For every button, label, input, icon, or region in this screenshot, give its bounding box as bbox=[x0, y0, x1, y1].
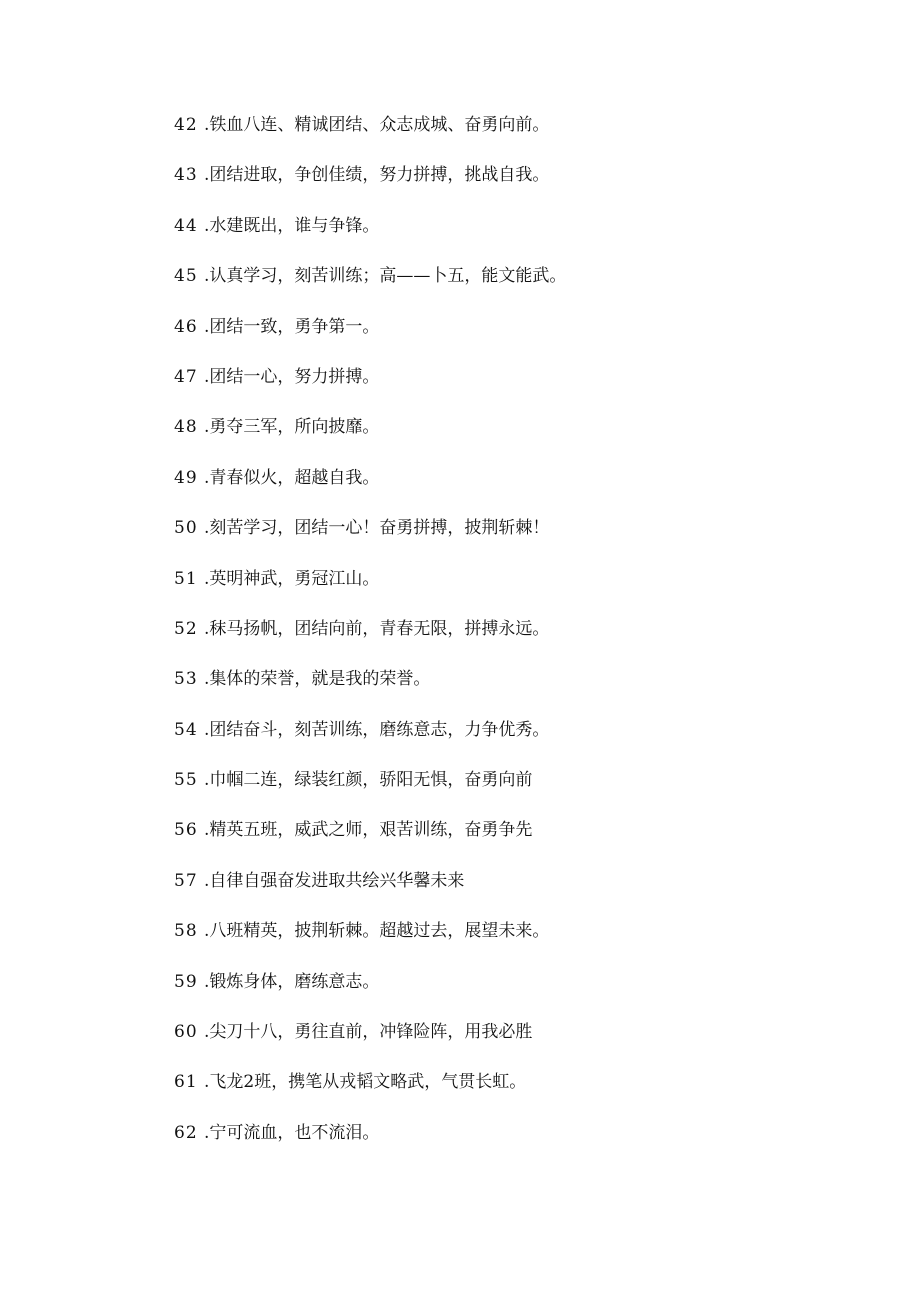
list-item bbox=[174, 617, 566, 667]
item-number: 47 bbox=[174, 366, 198, 387]
item-number: 53 bbox=[174, 669, 198, 690]
list-item bbox=[174, 1020, 566, 1070]
item-text: .刻苦学习，团结一心！奋勇拼搏，披荆斩棘！ bbox=[204, 518, 550, 539]
list-item bbox=[174, 113, 566, 163]
item-number: 61 bbox=[174, 1072, 198, 1093]
list-item bbox=[174, 315, 566, 365]
item-number: 44 bbox=[174, 215, 198, 236]
list-item bbox=[174, 667, 566, 717]
list-item bbox=[174, 516, 566, 566]
item-text: .团结奋斗，刻苦训练，磨练意志，力争优秀。 bbox=[204, 719, 550, 740]
list-item bbox=[174, 1121, 566, 1171]
item-text: .认真学习，刻苦训练；高——卜五，能文能武。 bbox=[204, 266, 567, 287]
item-number: 52 bbox=[174, 618, 198, 639]
item-text: .团结进取，争创佳绩，努力拼搏，挑战自我。 bbox=[204, 165, 550, 186]
item-number: 49 bbox=[174, 467, 198, 488]
item-text: .集体的荣誉，就是我的荣誉。 bbox=[204, 669, 431, 690]
item-text: .青春似火，超越自我。 bbox=[204, 467, 380, 488]
item-text: .八班精英，披荆斩棘。超越过去，展望未来。 bbox=[204, 921, 550, 942]
item-number: 50 bbox=[174, 518, 198, 539]
item-text: .水建既出，谁与争锋。 bbox=[204, 215, 380, 236]
item-text: .飞龙2班，携笔从戎韬文略武，气贯长虹。 bbox=[204, 1072, 527, 1093]
item-number: 58 bbox=[174, 921, 198, 942]
item-text: .宁可流血，也不流泪。 bbox=[204, 1122, 380, 1143]
item-number: 48 bbox=[174, 417, 198, 438]
item-number: 51 bbox=[174, 568, 198, 589]
item-text: .秣马扬帆，团结向前，青春无限，拼搏永远。 bbox=[204, 618, 550, 639]
item-number: 54 bbox=[174, 719, 198, 740]
item-text: .尖刀十八，勇往直前，冲锋险阵，用我必胜 bbox=[204, 1022, 533, 1043]
item-number: 45 bbox=[174, 266, 198, 287]
item-text: .精英五班，威武之师，艰苦训练，奋勇争先 bbox=[204, 820, 533, 841]
slogan-list bbox=[174, 113, 566, 1171]
list-item bbox=[174, 567, 566, 617]
list-item bbox=[174, 768, 566, 818]
list-item bbox=[174, 718, 566, 768]
list-item bbox=[174, 919, 566, 969]
item-number: 59 bbox=[174, 971, 198, 992]
item-number: 46 bbox=[174, 316, 198, 337]
list-item bbox=[174, 365, 566, 415]
list-item bbox=[174, 415, 566, 465]
item-number: 42 bbox=[174, 115, 198, 135]
list-item bbox=[174, 264, 566, 314]
list-item bbox=[174, 1070, 566, 1120]
item-number: 56 bbox=[174, 820, 198, 841]
list-item bbox=[174, 818, 566, 868]
item-number: 57 bbox=[174, 870, 198, 891]
list-item bbox=[174, 163, 566, 213]
item-text: .勇夺三军，所向披靡。 bbox=[204, 417, 380, 438]
item-text: .巾帼二连，绿装红颜，骄阳无惧，奋勇向前 bbox=[204, 770, 533, 791]
list-item bbox=[174, 970, 566, 1020]
item-number: 43 bbox=[174, 165, 198, 186]
item-number: 60 bbox=[174, 1022, 198, 1043]
item-number: 62 bbox=[174, 1122, 198, 1143]
item-text: .团结一心，努力拼搏。 bbox=[204, 366, 380, 387]
list-item bbox=[174, 466, 566, 516]
list-item bbox=[174, 869, 566, 919]
list-item bbox=[174, 214, 566, 264]
item-text: .自律自强奋发进取共绘兴华馨未来 bbox=[204, 870, 465, 891]
item-text: .团结一致，勇争第一。 bbox=[204, 316, 380, 337]
item-text: .英明神武，勇冠江山。 bbox=[204, 568, 380, 589]
item-text: .铁血八连、精诚团结、众志成城、奋勇向前。 bbox=[204, 115, 550, 135]
item-number: 55 bbox=[174, 770, 198, 791]
item-text: .锻炼身体，磨练意志。 bbox=[204, 971, 380, 992]
